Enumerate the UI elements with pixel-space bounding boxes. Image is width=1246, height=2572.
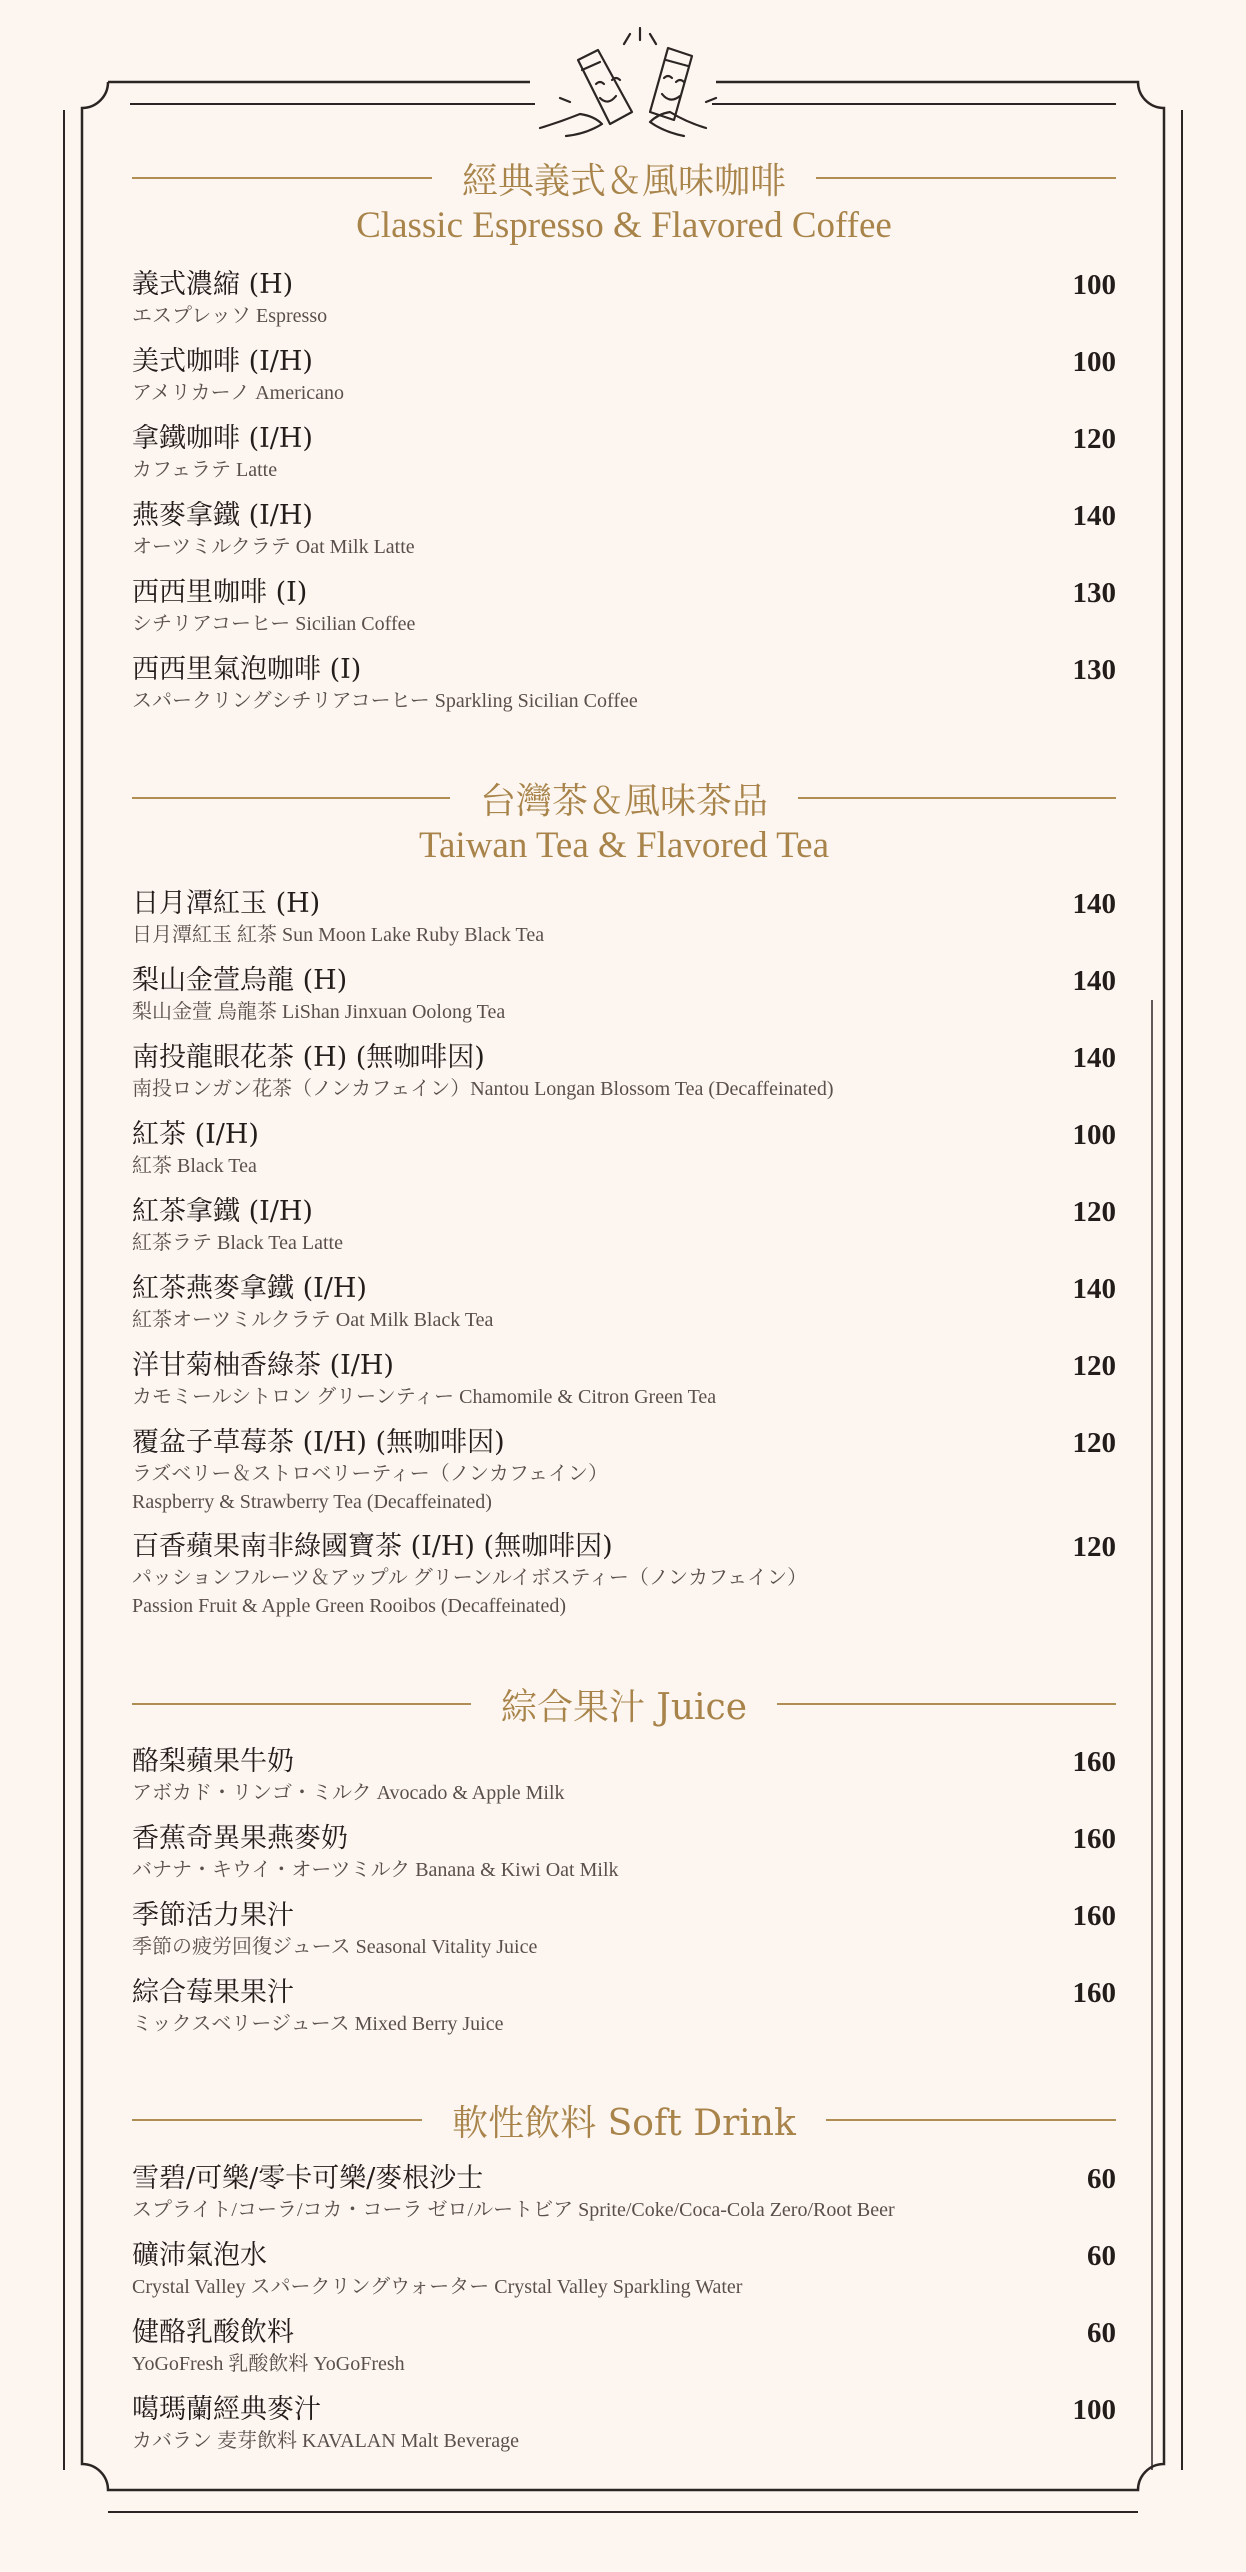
menu-item [132,499,1116,561]
item-price: 160 [1072,1746,1116,1778]
item-description: 季節の疲労回復ジュース Seasonal Vitality Juice [132,1936,538,1958]
item-name: 西西里咖啡 (I) [132,577,308,608]
item-name: 酪梨蘋果牛奶 [132,1746,294,1777]
item-name: 西西里氣泡咖啡 (I) [132,654,362,685]
item-name: 拿鐵咖啡 (I/H) [132,423,313,454]
divider [826,2119,1116,2121]
item-price: 60 [1087,2240,1116,2272]
item-name: 紅茶拿鐵 (I/H) [132,1196,313,1227]
menu-item [132,1745,1116,1807]
item-name: 健酪乳酸飲料 [132,2317,294,2348]
section-title-text: 軟性飲料 Soft Drink [452,2102,796,2144]
section-subtitle-tea: Taiwan Tea & Flavored Tea [418,825,830,866]
item-description: ラズベリー＆ストロベリーティー（ノンカフェイン） [132,1463,608,1485]
item-name: 覆盆子草莓茶 (I/H) (無咖啡因) [132,1427,505,1458]
item-price: 140 [1072,888,1116,920]
divider [132,177,432,179]
item-description: 紅茶ラテ Black Tea Latte [132,1232,343,1254]
item-description: バナナ・キウイ・オーツミルク Banana & Kiwi Oat Milk [132,1859,619,1881]
menu-item [132,268,1116,330]
item-name: 紅茶燕麥拿鐵 (I/H) [132,1273,367,1304]
menu-item [132,1899,1116,1961]
menu-item [132,887,1116,949]
menu-item [132,1976,1116,2038]
item-description: アボカド・リンゴ・ミルク Avocado & Apple Milk [132,1782,565,1804]
item-price: 60 [1087,2317,1116,2349]
item-price: 100 [1072,2394,1116,2426]
item-name: 紅茶 (I/H) [132,1119,259,1150]
item-price: 100 [1072,1119,1116,1151]
item-price: 140 [1072,1273,1116,1305]
section-title-coffee [132,153,1116,203]
item-price: 130 [1072,654,1116,686]
item-description: スパークリングシチリアコーヒー Sparkling Sicilian Coffee [132,690,638,712]
menu-item [132,422,1116,484]
item-price: 100 [1072,269,1116,301]
cheers-cups-illustration [540,28,716,136]
item-price: 120 [1072,1350,1116,1382]
item-description: 紅茶オーツミルクラテ Oat Milk Black Tea [132,1309,494,1331]
item-description: Raspberry & Strawberry Tea (Decaffeinated) [132,1491,492,1513]
item-name: 礦沛氣泡水 [132,2240,267,2271]
item-description: 紅茶 Black Tea [132,1155,257,1177]
item-description: カモミールシトロン グリーンティー Chamomile & Citron Green Tea [132,1386,717,1408]
item-price: 160 [1072,1900,1116,1932]
menu-item [132,2316,1116,2378]
item-price: 140 [1072,965,1116,997]
item-name: 洋甘菊柚香綠茶 (I/H) [132,1350,394,1381]
item-name: 美式咖啡 (I/H) [132,346,313,377]
item-price: 120 [1072,1427,1116,1459]
menu-item [132,1530,1116,1620]
menu-item [132,2239,1116,2301]
section-title-text: 台灣茶＆風味茶品 [480,780,769,822]
item-description: エスプレッソ Espresso [132,305,328,327]
item-name: 梨山金萱烏龍 (H) [132,965,348,996]
divider [132,1703,471,1705]
menu-item [132,2162,1116,2224]
item-price: 160 [1072,1977,1116,2009]
divider [816,177,1116,179]
item-price: 120 [1072,1196,1116,1228]
item-name: 南投龍眼花茶 (H) (無咖啡因) [132,1042,485,1073]
item-name: 綜合莓果果汁 [132,1977,294,2008]
menu-item [132,1426,1116,1516]
item-name: 季節活力果汁 [132,1900,294,1931]
item-price: 130 [1072,577,1116,609]
item-description: Passion Fruit & Apple Green Rooibos (Decaffeinated) [132,1595,566,1617]
section-title-soft-drink [132,2095,1116,2145]
item-price: 60 [1087,2163,1116,2195]
section-title-tea [132,773,1116,823]
item-price: 160 [1072,1823,1116,1855]
section-title-juice [132,1679,1116,1729]
section-subtitle-coffee: Classic Espresso & Flavored Coffee [356,205,892,246]
divider [132,2119,422,2121]
item-name: 百香蘋果南非綠國寶茶 (I/H) (無咖啡因) [132,1531,613,1562]
menu-item [132,653,1116,715]
item-name: 義式濃縮 (H) [132,269,294,300]
item-description: オーツミルクラテ Oat Milk Latte [132,536,415,558]
item-description: カバラン 麦芽飲料 KAVALAN Malt Beverage [132,2430,520,2452]
item-name: 香蕉奇異果燕麥奶 [132,1823,348,1854]
item-description: YoGoFresh 乳酸飲料 YoGoFresh [132,2353,405,2375]
menu-item [132,1195,1116,1257]
item-description: パッションフルーツ＆アップル グリーンルイボスティー（ノンカフェイン） [132,1567,808,1589]
item-name: 噶瑪蘭經典麥汁 [132,2394,321,2425]
item-price: 120 [1072,423,1116,455]
divider [132,797,450,799]
item-description: スプライト/コーラ/コカ・コーラ ゼロ/ルートビア Sprite/Coke/Coca-Cola Zero/Root Beer [132,2199,895,2221]
item-name: 燕麥拿鐵 (I/H) [132,500,313,531]
item-price: 100 [1072,346,1116,378]
divider [798,797,1116,799]
item-description: 梨山金萱 烏龍茶 LiShan Jinxuan Oolong Tea [132,1001,506,1023]
item-name: 日月潭紅玉 (H) [132,888,321,919]
menu-item [132,1349,1116,1411]
menu-item [132,576,1116,638]
item-price: 140 [1072,1042,1116,1074]
item-description: アメリカーノ Americano [132,382,345,404]
item-price: 140 [1072,500,1116,532]
menu-item [132,964,1116,1026]
menu-item [132,1272,1116,1334]
menu-item [132,345,1116,407]
item-description: 南投ロンガン花茶（ノンカフェイン）Nantou Longan Blossom Tea (Decaffeinated) [132,1078,834,1100]
menu-item [132,2393,1116,2455]
item-description: 日月潭紅玉 紅茶 Sun Moon Lake Ruby Black Tea [132,924,545,946]
menu-item [132,1041,1116,1103]
item-description: シチリアコーヒー Sicilian Coffee [132,613,416,635]
section-title-text: 經典義式＆風味咖啡 [462,160,787,202]
item-description: Crystal Valley スパークリングウォーター Crystal Valley Sparkling Water [132,2276,743,2298]
menu-item [132,1118,1116,1180]
item-price: 120 [1072,1531,1116,1563]
section-title-text: 綜合果汁 Juice [500,1686,748,1728]
divider [777,1703,1116,1705]
item-name: 雪碧/可樂/零卡可樂/麥根沙士 [132,2163,484,2194]
item-description: カフェラテ Latte [132,459,278,481]
item-description: ミックスベリージュース Mixed Berry Juice [132,2013,504,2035]
menu-item [132,1822,1116,1884]
